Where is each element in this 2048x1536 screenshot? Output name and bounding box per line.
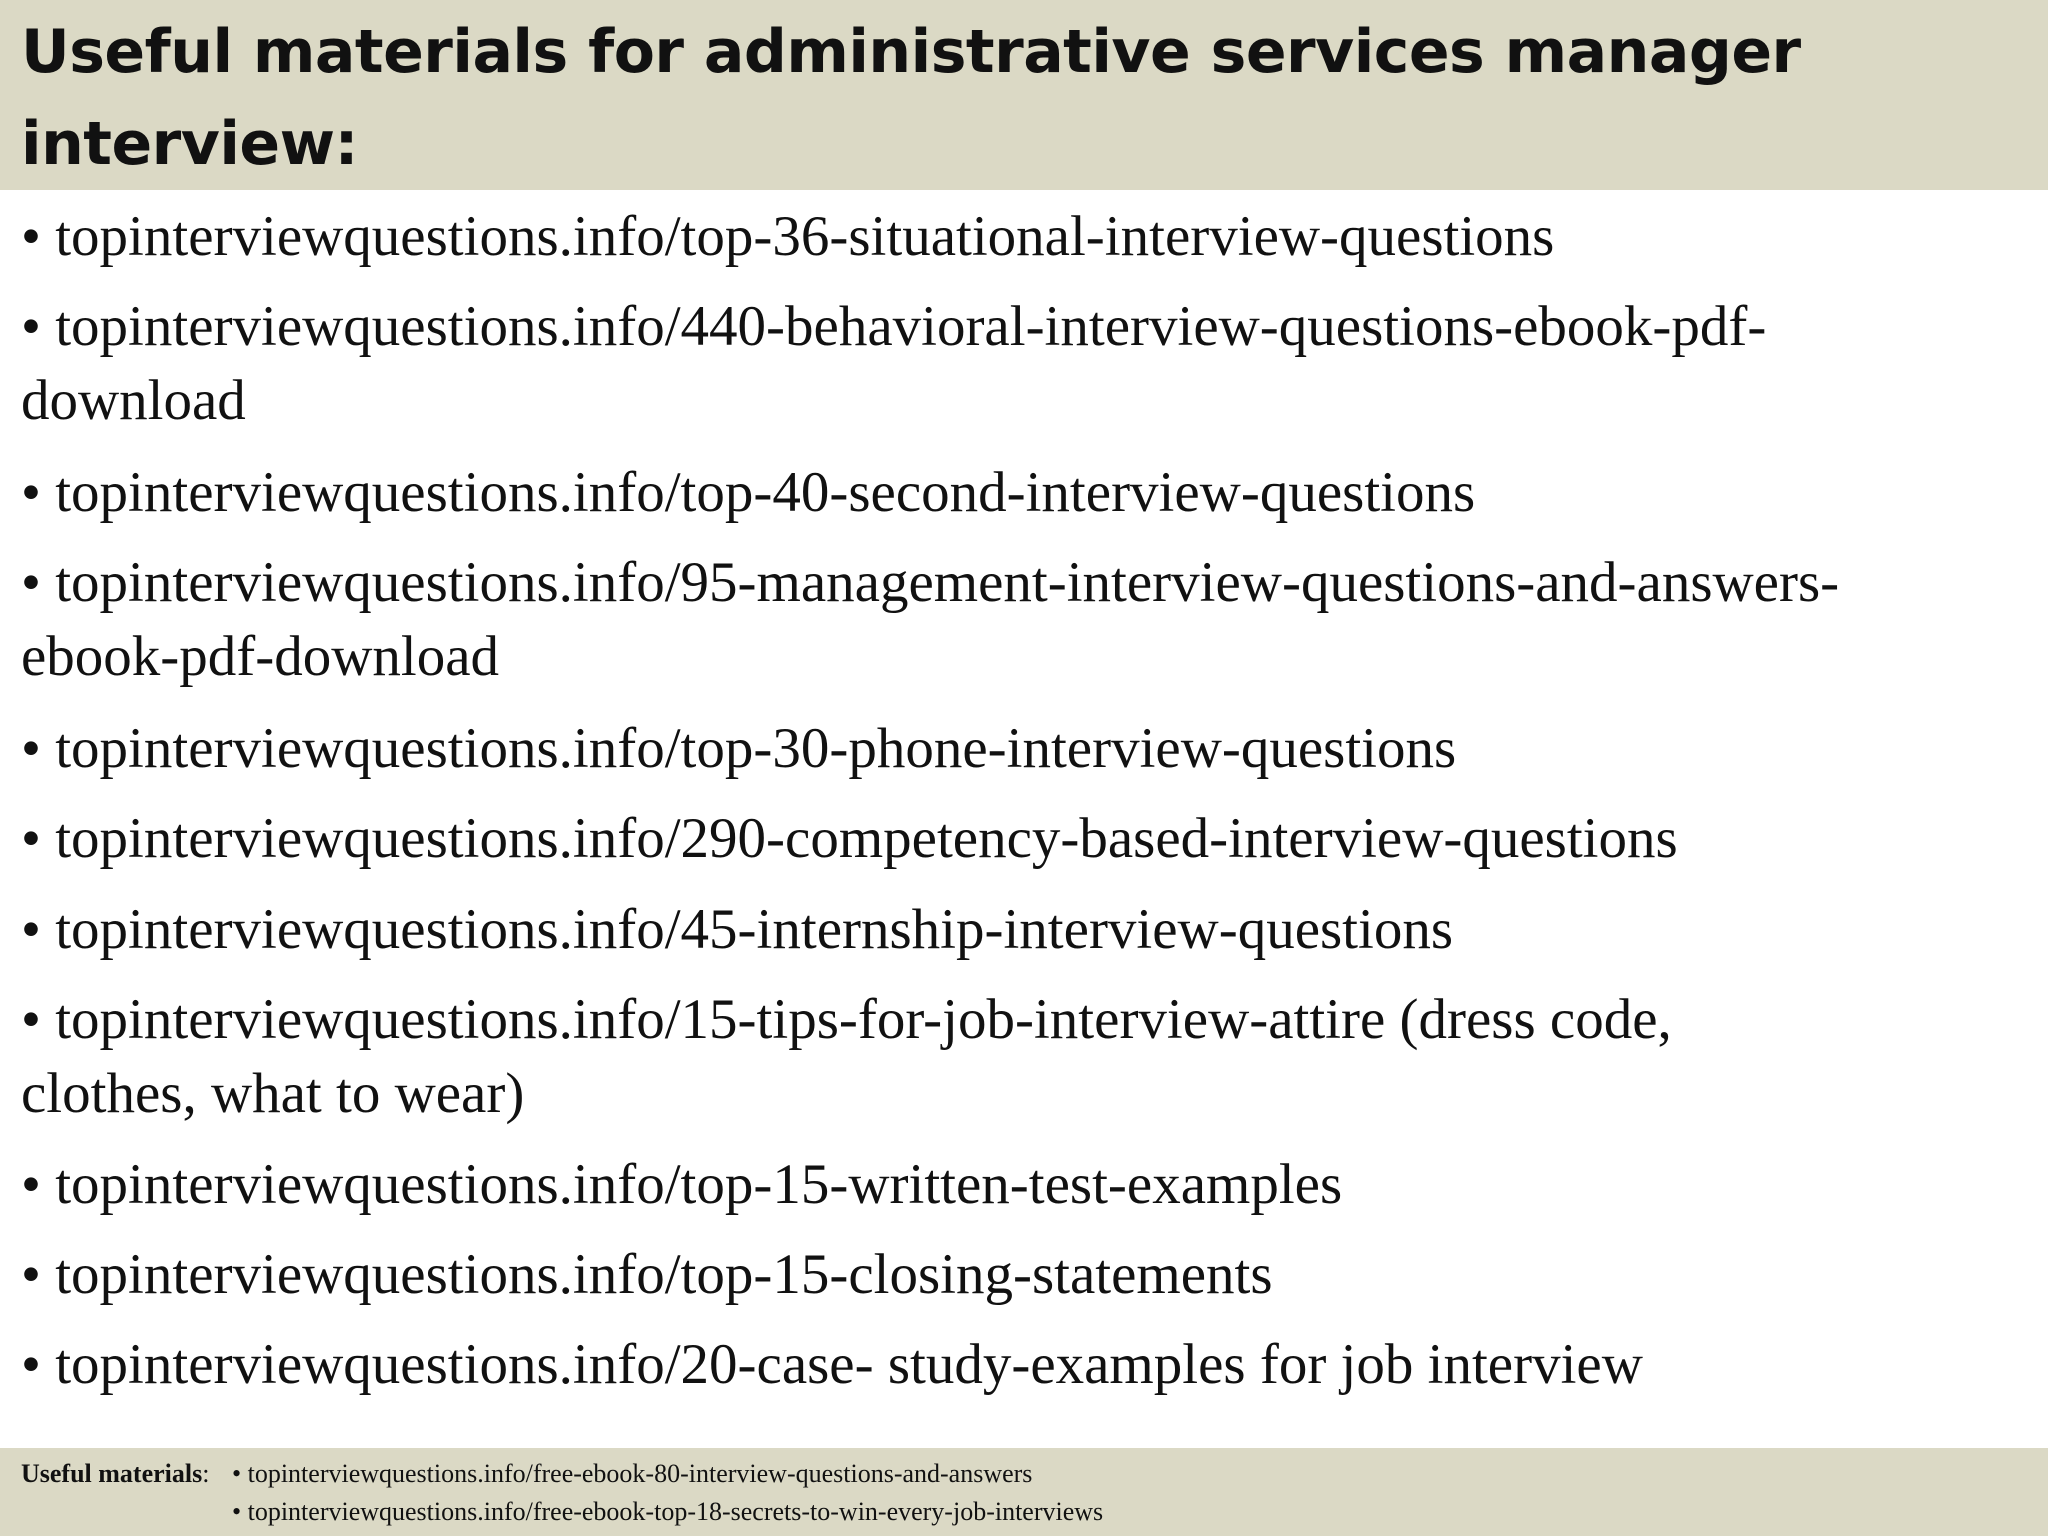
list-item: [21, 1238, 2031, 1312]
slide-title-line-1: Useful materials for administrative services manager: [21, 17, 1801, 87]
list-item-text: • topinterviewquestions.info/top-40-second-interview-questions: [21, 461, 1476, 524]
list-item-text: • topinterviewquestions.info/95-management-interview-questions-and-answers-: [21, 551, 1840, 614]
list-item: [21, 200, 2031, 274]
list-item: [21, 893, 2031, 967]
list-item-text: • topinterviewquestions.info/45-internship-interview-questions: [21, 898, 1454, 961]
list-item: [21, 802, 2031, 876]
list-item: [21, 546, 2031, 694]
list-item: [21, 1328, 2031, 1402]
list-item-continuation: download: [21, 369, 246, 432]
list-item-text: • topinterviewquestions.info/top-15-closing-statements: [21, 1243, 1273, 1306]
footer-label: [21, 1456, 209, 1492]
footer-label-separator: :: [202, 1459, 210, 1488]
list-item-text: • topinterviewquestions.info/top-30-phone-interview-questions: [21, 717, 1457, 780]
list-item-text: • topinterviewquestions.info/440-behavioral-interview-questions-ebook-pdf-: [21, 295, 1767, 358]
list-item-continuation: clothes, what to wear): [21, 1062, 525, 1125]
list-item: [21, 712, 2031, 786]
list-item-text: • topinterviewquestions.info/20-case- study-examples for job interview: [21, 1333, 1643, 1396]
list-item: [21, 456, 2031, 530]
list-item-text: • topinterviewquestions.info/top-36-situational-interview-questions: [21, 205, 1555, 268]
list-item-text: • topinterviewquestions.info/top-15-written-test-examples: [21, 1153, 1343, 1216]
list-item-text: • topinterviewquestions.info/15-tips-for-job-interview-attire (dress code,: [21, 988, 1672, 1051]
footer-link[interactable]: • topinterviewquestions.info/free-ebook-top-18-secrets-to-win-every-job-interviews: [232, 1497, 1104, 1526]
list-item-continuation: ebook-pdf-download: [21, 625, 500, 688]
list-item: [21, 1148, 2031, 1222]
slide-title: [21, 6, 2021, 190]
footer-label-text: Useful materials: [21, 1459, 203, 1488]
footer-link[interactable]: • topinterviewquestions.info/free-ebook-80-interview-questions-and-answers: [232, 1459, 1033, 1488]
list-item: [21, 983, 2031, 1131]
slide-title-line-2: interview:: [21, 109, 359, 179]
list-item: [21, 290, 2031, 438]
list-item-text: • topinterviewquestions.info/290-competency-based-interview-questions: [21, 807, 1678, 870]
